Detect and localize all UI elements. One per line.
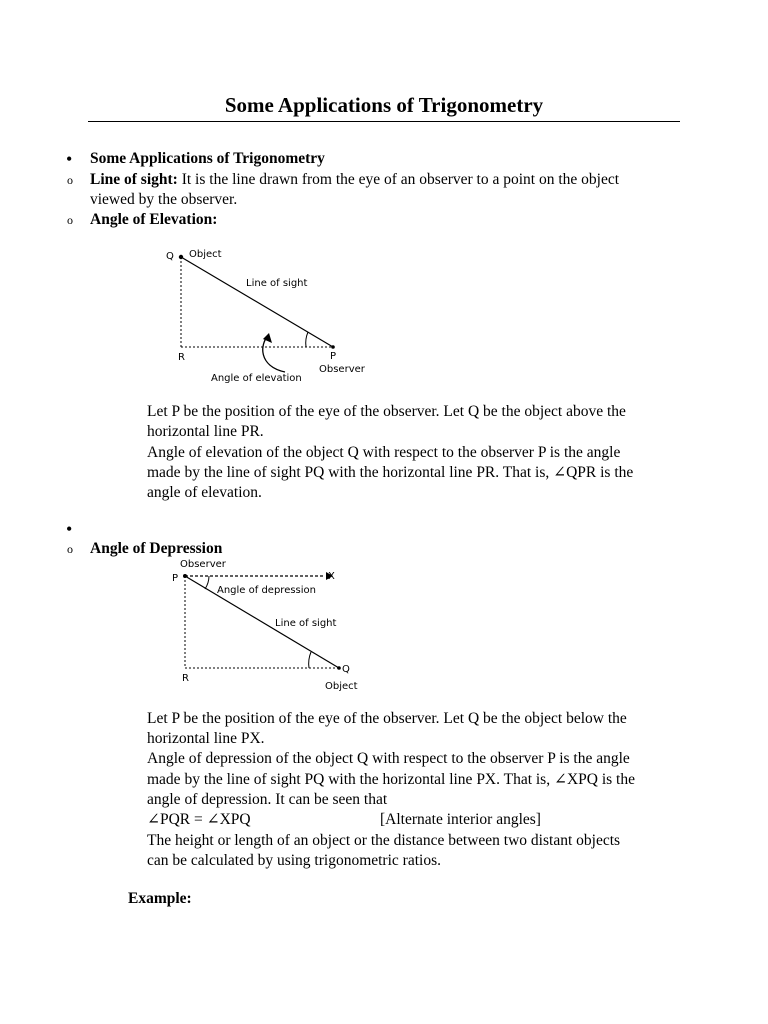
label-r: R — [182, 673, 189, 684]
label-object: Object — [189, 249, 222, 260]
label-line-of-sight: Line of sight — [275, 618, 337, 629]
label-x: X — [328, 571, 335, 582]
line-of-sight-definition — [90, 170, 619, 190]
label-angle-of-depression: Angle of depression — [217, 585, 316, 596]
example-label: Example: — [128, 890, 192, 907]
point-p — [331, 345, 335, 349]
elevation-text-line: angle of elevation. — [147, 484, 262, 501]
line-of-sight-pq — [181, 257, 333, 347]
closing-text-line: The height or length of an object or the distance between two distant objects — [147, 832, 621, 849]
title-underline — [88, 121, 680, 122]
line-of-sight-text-continued: viewed by the observer. — [90, 191, 238, 208]
depression-text-line: angle of depression. It can be seen that — [147, 791, 388, 808]
point-q — [179, 255, 183, 259]
point-p — [183, 574, 187, 578]
bullet-circle: o — [67, 173, 73, 187]
curved-arrow — [263, 336, 285, 372]
label-observer: Observer — [180, 559, 226, 570]
elevation-heading: Angle of Elevation: — [90, 211, 218, 228]
line-of-sight-label: Line of sight: — [90, 171, 178, 188]
elevation-text-line: made by the line of sight PQ with the horizontal line PR. That is, ∠QPR is the — [147, 464, 634, 481]
point-q — [337, 666, 341, 670]
angle-arc-q — [309, 652, 311, 668]
label-object: Object — [325, 681, 358, 692]
angle-arc-p — [205, 576, 209, 589]
elevation-text-line: Let P be the position of the eye of the observer. Let Q be the object above the — [147, 403, 626, 420]
bullet-circle: o — [67, 542, 73, 556]
bullet-circle: o — [67, 213, 73, 227]
page-title: Some Applications of Trigonometry — [224, 93, 544, 117]
label-p: P — [172, 573, 179, 584]
label-angle-of-elevation: Angle of elevation — [211, 373, 302, 384]
bullet-disc: • — [66, 149, 73, 169]
section-heading: Some Applications of Trigonometry — [90, 150, 325, 167]
label-r: R — [178, 352, 185, 363]
equation-left: ∠PQR = ∠XPQ — [147, 811, 251, 828]
elevation-diagram — [160, 240, 370, 390]
label-q: Q — [342, 664, 350, 675]
elevation-text-line: Angle of elevation of the object Q with respect to the observer P is the angle — [147, 444, 621, 461]
depression-text-line: horizontal line PX. — [147, 730, 265, 747]
depression-heading: Angle of Depression — [90, 540, 223, 557]
elevation-text-line: horizontal line PR. — [147, 423, 264, 440]
label-observer: Observer — [319, 364, 365, 375]
depression-diagram — [160, 555, 370, 697]
depression-text-line: Let P be the position of the eye of the observer. Let Q be the object below the — [147, 710, 627, 727]
line-of-sight-text: It is the line drawn from the eye of an observer to a point on the object — [177, 171, 620, 188]
angle-arc — [306, 332, 308, 347]
depression-text-line: made by the line of sight PQ with the horizontal line PX. That is, ∠XPQ is the — [147, 771, 635, 788]
label-line-of-sight: Line of sight — [246, 278, 308, 289]
closing-text-line: can be calculated by using trigonometric ratios. — [147, 852, 441, 869]
label-q: Q — [166, 251, 174, 262]
bullet-disc-empty: • — [66, 519, 73, 539]
equation-right: [Alternate interior angles] — [380, 811, 541, 828]
label-p: P — [330, 351, 337, 362]
depression-text-line: Angle of depression of the object Q with respect to the observer P is the angle — [147, 750, 630, 767]
